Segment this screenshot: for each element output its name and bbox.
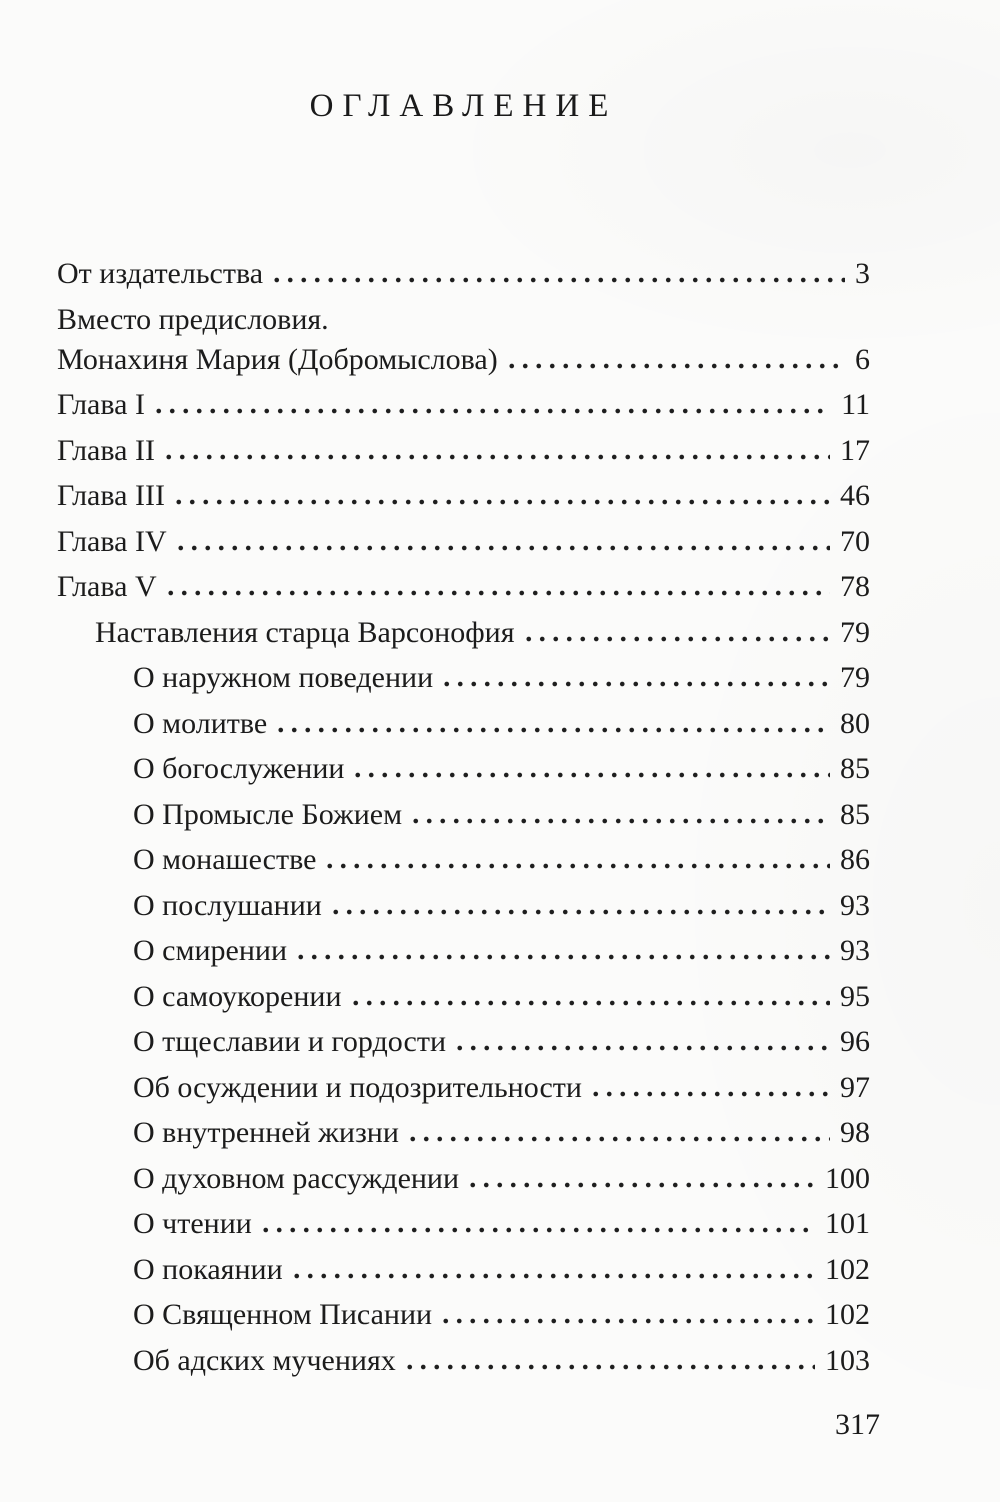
toc-entry	[57, 845, 870, 875]
toc-entry-label: Наставления старца Варсонофия	[95, 615, 515, 649]
toc-entry-page: 86	[840, 843, 870, 876]
toc-entry-page: 101	[825, 1207, 870, 1240]
toc-entry	[57, 797, 870, 831]
toc-entry	[57, 390, 870, 420]
toc-entry-label: О чтении	[133, 1207, 252, 1240]
toc-entry	[57, 1343, 870, 1377]
toc-entry-label: О самоукорении	[133, 979, 342, 1013]
toc-entry	[57, 481, 870, 511]
dot-leader	[290, 1273, 815, 1279]
toc-entry-page: 3	[855, 257, 870, 290]
toc-entry-label: Монахиня Мария (Добромыслова)	[57, 342, 498, 376]
toc-entry-page: 17	[840, 433, 870, 467]
dot-leader	[406, 1136, 830, 1142]
toc-entry-page: 85	[840, 752, 870, 785]
toc-entry	[57, 1252, 870, 1286]
dot-leader	[522, 636, 830, 642]
dot-leader	[439, 1318, 815, 1324]
toc-entry-page: 46	[840, 479, 870, 512]
dot-leader	[294, 954, 830, 960]
dot-leader	[440, 681, 830, 687]
toc-entry-label: О послушании	[133, 888, 322, 922]
toc-entry-label: От издательства	[57, 257, 264, 290]
dot-leader	[453, 1045, 830, 1051]
toc-entry-page: 79	[840, 615, 870, 649]
page-number: 317	[835, 1408, 880, 1441]
dot-leader	[323, 863, 830, 869]
toc-entry	[57, 979, 870, 1013]
toc-entry-label: О Священном Писании	[133, 1298, 433, 1331]
toc-entry	[57, 1300, 870, 1330]
toc-entry-label: О монашестве	[133, 843, 317, 876]
toc-entry-page: 103	[825, 1343, 870, 1377]
toc-entry	[57, 1161, 870, 1195]
toc-entry	[57, 1027, 870, 1057]
toc-entry-label: О наружном поведении	[133, 661, 434, 694]
toc-entry-page: 93	[840, 934, 870, 967]
toc-entry-page: 97	[840, 1070, 870, 1104]
toc-entry	[57, 663, 870, 693]
dot-leader	[172, 499, 830, 505]
toc-entry-label: Глава III	[57, 479, 165, 512]
dot-leader	[505, 363, 845, 369]
toc-list	[57, 259, 870, 1391]
toc-entry-page: 96	[840, 1025, 870, 1058]
toc-entry-label: О тщеславии и гордости	[133, 1025, 447, 1058]
toc-entry-label: О Промысле Божием	[133, 797, 403, 831]
toc-entry-page: 95	[840, 979, 870, 1013]
toc-entry-page: 102	[825, 1252, 870, 1286]
toc-entry-label: О смирении	[133, 934, 287, 967]
toc-entry-page: 80	[840, 706, 870, 740]
toc-entry-page: 6	[855, 342, 870, 376]
dot-leader	[409, 818, 830, 824]
toc-entry-label: О богослужении	[133, 752, 345, 785]
toc-entry	[57, 1118, 870, 1148]
dot-leader	[589, 1091, 830, 1097]
toc-entry	[57, 706, 870, 740]
dot-leader	[164, 590, 830, 596]
toc-entry-page: 93	[840, 888, 870, 922]
toc-entry-label: О покаянии	[133, 1252, 283, 1286]
dot-leader	[466, 1182, 815, 1188]
toc-entry-label: О внутренней жизни	[133, 1116, 399, 1149]
toc-entry-label: Глава I	[57, 388, 145, 421]
toc-entry-page: 100	[825, 1161, 870, 1195]
toc-entry-page: 85	[840, 797, 870, 831]
dot-leader	[259, 1227, 815, 1233]
toc-entry-label: О молитве	[133, 706, 268, 740]
toc-entry	[57, 572, 870, 602]
toc-entry	[57, 433, 870, 467]
toc-entry	[57, 888, 870, 922]
toc-entry-page: 70	[840, 524, 870, 558]
toc-entry	[57, 1209, 870, 1239]
dot-leader	[403, 1364, 815, 1370]
dot-leader	[174, 545, 830, 551]
toc-entry-label: О духовном рассуждении	[133, 1161, 460, 1195]
toc-entry-page: 79	[840, 661, 870, 694]
dot-leader	[349, 1000, 830, 1006]
toc-entry-label: Глава V	[57, 570, 157, 603]
toc-entry	[57, 936, 870, 966]
toc-entry	[57, 615, 870, 649]
toc-entry-page: 11	[841, 388, 870, 421]
toc-entry	[57, 302, 870, 376]
toc-entry	[57, 754, 870, 784]
toc-entry	[57, 1070, 870, 1104]
dot-leader	[152, 408, 831, 414]
toc-entry-page: 78	[840, 570, 870, 603]
toc-entry	[57, 524, 870, 558]
dot-leader	[162, 454, 830, 460]
toc-entry	[57, 259, 870, 289]
page-title: ОГЛАВЛЕНИЕ	[309, 88, 618, 124]
dot-leader	[351, 772, 830, 778]
toc-entry-label: Глава II	[57, 433, 155, 467]
dot-leader	[274, 727, 830, 733]
toc-entry-page: 102	[825, 1298, 870, 1331]
toc-entry-label: Вместо предисловия.	[57, 302, 329, 336]
dot-leader	[329, 909, 830, 915]
toc-entry-label: Глава IV	[57, 524, 167, 558]
toc-entry-page: 98	[840, 1116, 870, 1149]
toc-entry-label: Об осуждении и подозрительности	[133, 1070, 582, 1104]
toc-entry-label: Об адских мучениях	[133, 1343, 396, 1377]
dot-leader	[270, 277, 845, 283]
